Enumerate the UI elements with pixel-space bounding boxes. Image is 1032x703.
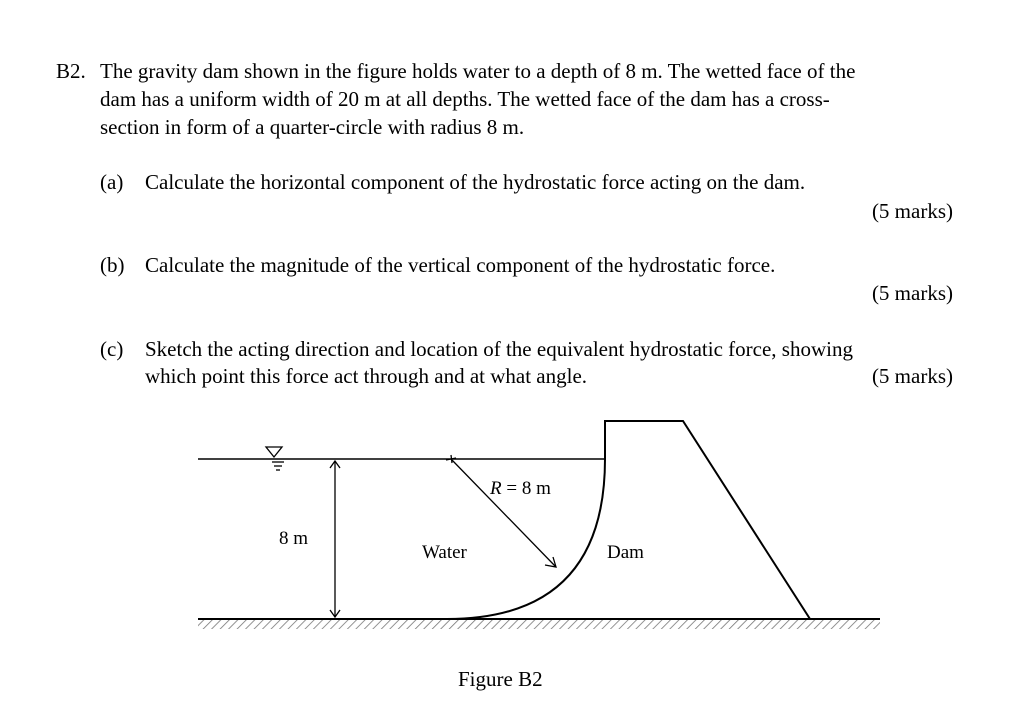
dam-outline: [447, 421, 810, 619]
radius-label-value: = 8 m: [501, 478, 551, 499]
question-stem-line-2: dam has a uniform width of 20 m at all depths. The wetted face of the dam has a cross-: [100, 87, 830, 111]
radius-label-var: R: [490, 478, 502, 499]
question-stem-line-3: section in form of a quarter-circle with radius 8 m.: [100, 115, 525, 139]
part-a-marks: (5 marks): [871, 199, 953, 223]
part-b-label: (b): [100, 253, 125, 277]
part-c-label: (c): [100, 337, 124, 361]
radius-label: [489, 478, 551, 499]
part-b-marks: (5 marks): [871, 281, 953, 305]
figure-caption: Figure B2: [458, 667, 543, 691]
depth-dimension-arrow: [330, 461, 340, 617]
part-a-label: (a): [100, 170, 124, 194]
ground-hatching: [198, 620, 880, 629]
question-stem-line-1: The gravity dam shown in the figure holds water to a depth of 8 m. The wetted face of the: [100, 59, 856, 83]
dam-label: Dam: [607, 542, 644, 563]
water-label: Water: [422, 542, 467, 563]
part-c-text-line-1: Sketch the acting direction and location of the equivalent hydrostatic force, showing: [145, 337, 853, 361]
part-b-text: Calculate the magnitude of the vertical component of the hydrostatic force.: [145, 253, 776, 277]
question-number: B2.: [56, 59, 86, 83]
part-c-text-line-2: which point this force act through and at what angle.: [145, 364, 588, 388]
part-a-text: Calculate the horizontal component of the hydrostatic force acting on the dam.: [145, 170, 806, 194]
depth-label: 8 m: [279, 528, 309, 549]
part-c-marks: (5 marks): [871, 364, 953, 388]
